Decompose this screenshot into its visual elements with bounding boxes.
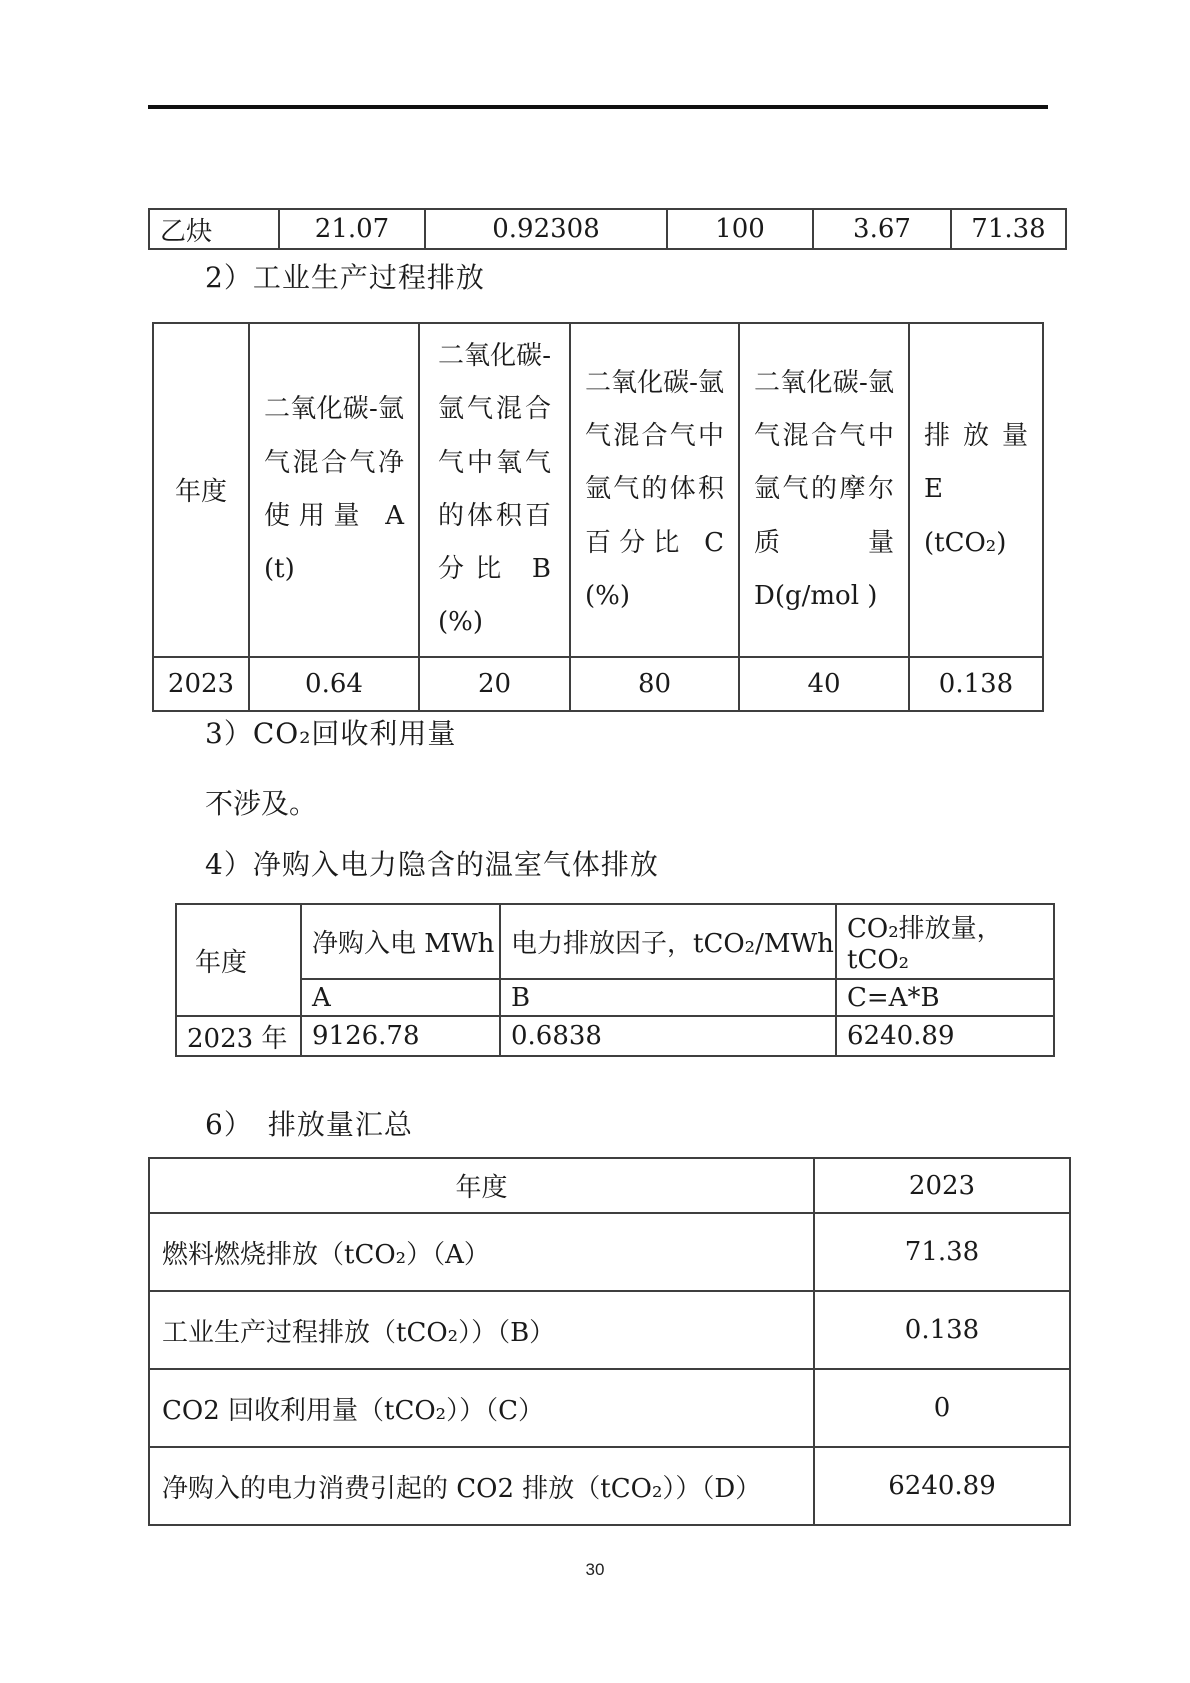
table-row <box>176 1016 1054 1056</box>
table-cell: 0.64 <box>249 657 419 711</box>
section-4-heading: 4）净购入电力隐含的温室气体排放 <box>205 848 659 881</box>
header-cell-molar-mass-D: 二氧化碳-氩气混合气中氩气的摩尔质量 D(g/mol ) <box>739 323 909 657</box>
year-header-cell: 年度 <box>176 904 301 1016</box>
table-cell: 0.6838 <box>500 1016 836 1056</box>
subheader-cell-A: A <box>301 979 500 1016</box>
table-row <box>149 209 1066 249</box>
table-cell: 71.38 <box>951 209 1066 249</box>
header-cell-argon-pct-C: 二氧化碳-氩气混合气中氩气的体积百分比 C (%) <box>570 323 739 657</box>
header-cell-emission-E: 排放量 E (tCO₂) <box>909 323 1043 657</box>
row-value: 0.138 <box>814 1291 1070 1369</box>
row-label: 净购入的电力消费引起的 CO2 排放（tCO₂））（D） <box>149 1447 814 1525</box>
section-3-heading: 3）CO₂回收利用量 <box>205 717 457 750</box>
table-row <box>149 1213 1070 1291</box>
header-cell-2023: 2023 <box>814 1158 1070 1213</box>
section-2-heading: 2）工业生产过程排放 <box>205 261 485 294</box>
table-cell: 6240.89 <box>836 1016 1054 1056</box>
year-header-cell: 年度 <box>153 323 249 657</box>
table-cell: 9126.78 <box>301 1016 500 1056</box>
row-value: 0 <box>814 1369 1070 1447</box>
row-label: CO2 回收利用量（tCO₂））（C） <box>149 1369 814 1447</box>
table-cell: 0.92308 <box>425 209 667 249</box>
table-cell: 0.138 <box>909 657 1043 711</box>
table-header-row <box>176 904 1054 979</box>
table-cell: 80 <box>570 657 739 711</box>
header-cell-net-use-A: 二氧化碳-氩气混合气净使用量 A (t) <box>249 323 419 657</box>
electricity-emissions-table <box>175 903 1055 1057</box>
header-cell-emission-factor: 电力排放因子，tCO₂/MWh <box>500 904 836 979</box>
header-rule <box>148 105 1048 109</box>
row-label: 工业生产过程排放（tCO₂））（B） <box>149 1291 814 1369</box>
table-cell: 3.67 <box>813 209 951 249</box>
row-value: 6240.89 <box>814 1447 1070 1525</box>
table-header-row <box>153 323 1043 657</box>
table-row <box>149 1369 1070 1447</box>
subheader-cell-B: B <box>500 979 836 1016</box>
section-3-body: 不涉及。 <box>205 787 318 820</box>
header-cell-co2-emission: CO₂排放量，tCO₂ <box>836 904 1054 979</box>
fuel-name-cell: 乙炔 <box>149 209 279 249</box>
process-emissions-table <box>152 322 1044 712</box>
table-row <box>153 657 1043 711</box>
year-header-cell: 年度 <box>149 1158 814 1213</box>
table-cell: 21.07 <box>279 209 425 249</box>
table-row <box>149 1291 1070 1369</box>
fuel-combustion-table <box>148 208 1067 250</box>
header-cell-oxygen-pct-B: 二氧化碳-氩气混合气中氧气的体积百分比 B (%) <box>419 323 570 657</box>
table-cell: 100 <box>667 209 813 249</box>
table-cell: 2023 <box>153 657 249 711</box>
row-label: 燃料燃烧排放（tCO₂）（A） <box>149 1213 814 1291</box>
header-cell-net-electricity: 净购入电 MWh <box>301 904 500 979</box>
table-cell: 20 <box>419 657 570 711</box>
page-number: 30 <box>585 1560 605 1579</box>
table-cell: 40 <box>739 657 909 711</box>
table-subheader-row <box>176 979 1054 1016</box>
emissions-summary-table <box>148 1157 1071 1526</box>
table-row <box>149 1447 1070 1525</box>
table-cell: 2023 年 <box>176 1016 301 1056</box>
table-header-row <box>149 1158 1070 1213</box>
subheader-cell-C: C=A*B <box>836 979 1054 1016</box>
row-value: 71.38 <box>814 1213 1070 1291</box>
section-6-heading: 6） 排放量汇总 <box>205 1108 413 1141</box>
